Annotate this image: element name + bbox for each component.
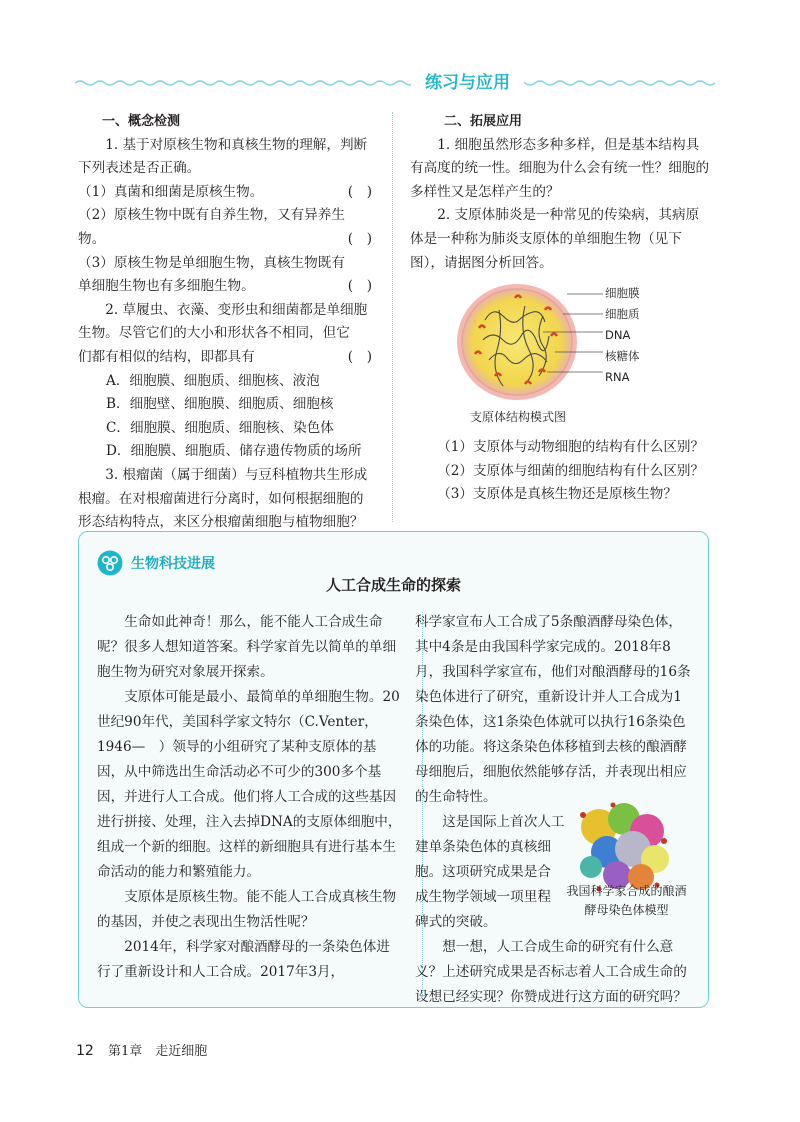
concept-check-column: [78, 110, 376, 535]
q1-item-1: [78, 181, 376, 205]
q2-option-b: B．细胞壁、细胞膜、细胞质、细胞核: [106, 396, 334, 413]
box-paragraph-6: [415, 810, 575, 935]
q1-item-2-text: 物。: [78, 230, 106, 247]
box-paragraph-7: 想一想，人工合成生命的研究有什么意义？上述研究成果是否标志着人工合成生命的设想已经实现？你赞成进行这方面的研究吗？: [415, 939, 687, 1005]
wave-divider: [75, 70, 715, 96]
box-paragraph-5: 科学家宣布人工合成了5条酿酒酵母染色体，其中4条是由我国科学家完成的。2018年8月，我国科学家宣布，他们对酿酒酵母的16条染色体进行了研究，重新设计并人工合成为1条染色体，这1条染色体就可以执行16条染色体的功能。将这条染色体移植到去核的酿酒酵母细胞后，细胞依然能够存活，并表现出相应的生命特性。: [415, 614, 691, 805]
section-title: 练习与应用: [411, 70, 524, 96]
sub-question-3: （3）支原体是真核生物还是原核生物？: [437, 486, 677, 503]
box-p6-line-4: 成生物学领域一项里程: [415, 889, 551, 905]
concept-check-title: 一、概念检测: [102, 114, 181, 129]
q2-option-c: C．细胞膜、细胞质、细胞核、染色体: [106, 419, 334, 436]
molecule-icon: [97, 550, 123, 576]
biotech-progress-box: [78, 531, 709, 1008]
q2-blank: ( ): [347, 348, 372, 365]
label-dna: DNA: [605, 328, 631, 342]
box-paragraph-4: 2014年，科学家对酿酒酵母的一条染色体进行了重新设计和人工合成。2017年3月，: [97, 939, 390, 980]
q1-item-2-line2: [78, 228, 376, 252]
q2-option-a: A．细胞膜、细胞质、细胞核、液泡: [106, 372, 320, 389]
q2-last-text: 们都有相似的结构，即都具有: [78, 348, 255, 365]
box-p6-line-5: 碑式的突破。: [415, 914, 497, 930]
column-divider: [392, 112, 393, 522]
box-p6-line-2: 建单条染色体的真核细: [415, 839, 551, 855]
box-left-column: [97, 610, 403, 985]
ext-q2: 2. 支原体肺炎是一种常见的传染病，其病原体是一种称为肺炎支原体的单细胞生物（见下图），请据图分析回答。: [410, 207, 700, 271]
q1-item-1-text: （1）真菌和细菌是原核生物。: [78, 183, 264, 200]
box-paragraph-3: 支原体是原核生物。能不能人工合成真核生物的基因，并使之表现出生物活性呢？: [97, 889, 397, 930]
q1-item-3-blank: ( ): [347, 278, 372, 295]
sub-question-2: （2）支原体与细菌的细胞结构有什么区别？: [437, 462, 705, 479]
q1-intro: 1. 基于对原核生物和真核生物的理解，判断下列表述是否正确。: [78, 136, 368, 177]
label-cell-membrane: 细胞膜: [605, 286, 640, 300]
label-cytoplasm: 细胞质: [605, 307, 640, 321]
q1-item-3-text: 单细胞生物也有多细胞生物。: [78, 278, 255, 295]
diagram-labels: [605, 283, 640, 388]
box-title: 人工合成生命的探索: [325, 576, 461, 594]
q1-item-2-line1: （2）原核生物中既有自养生物，又有异养生: [78, 207, 345, 224]
chapter-title: 第1章 走近细胞: [107, 1044, 208, 1059]
box-paragraph-1: 生命如此神奇！那么，能不能人工合成生命呢？很多人想知道答案。科学家首先以简单的单细胞生物为研究对象展开探索。: [97, 614, 397, 680]
sub-questions: [410, 436, 710, 507]
label-ribosome: 核糖体: [605, 349, 640, 363]
q2-option-d: D．细胞膜、细胞质、储存遗传物质的场所: [106, 443, 362, 460]
q2-last-line: [78, 346, 376, 370]
box-header: [97, 550, 215, 576]
section-header: [75, 70, 715, 96]
page-number: 12: [76, 1043, 94, 1059]
figure-caption: 支原体结构模式图: [470, 410, 567, 424]
yeast-image-caption: 我国科学家合成的酿酒酵母染色体模型: [566, 884, 687, 917]
box-label: 生物科技进展: [131, 556, 215, 572]
q1-item-2-blank: ( ): [347, 230, 372, 247]
q1-item-1-blank: ( ): [347, 183, 372, 200]
q1-item-3-line2: [78, 275, 376, 299]
ext-q1: 1. 细胞虽然形态多种多样，但是基本结构具有高度的统一性。细胞为什么会有统一性？细胞的多样性又是怎样产生的？: [410, 136, 710, 200]
sub-question-1: （1）支原体与动物细胞的结构有什么区别？: [437, 439, 705, 455]
box-p6-line-1: 这是国际上首次人工: [442, 814, 565, 830]
extension-title: 二、拓展应用: [444, 114, 523, 129]
q2-text: 2. 草履虫、衣藻、变形虫和细菌都是单细胞生物。尽管它们的大小和形状各不相同，但它: [78, 301, 368, 342]
extension-column: [410, 110, 710, 275]
page-footer: [76, 1040, 207, 1059]
label-rna: RNA: [605, 370, 630, 384]
box-p6-line-3: 胞。这项研究成果是合: [415, 864, 551, 880]
q1-item-3-line1: （3）原核生物是单细胞生物，真核生物既有: [78, 254, 345, 271]
q3-text: 3. 根瘤菌（属于细菌）与豆科植物共生形成根瘤。在对根瘤菌进行分离时，如何根据细胞的形态结构特点，来区分根瘤菌细胞与植物细胞？: [78, 466, 368, 531]
box-paragraph-2: 支原体可能是最小、最简单的单细胞生物。20世纪90年代，美国科学家文特尔（C.Venter，1946— ）领导的小组研究了某种支原体的基因，从中筛选出生命活动必不可少的300多个基因，并进行人工合成。他们将人工合成的这些基因进行拼接、处理，注入去掉DNA的支原体细胞中，组成一个新的细胞。这样的新细胞具有进行基本生命活动的能力和繁殖能力。: [97, 689, 402, 880]
